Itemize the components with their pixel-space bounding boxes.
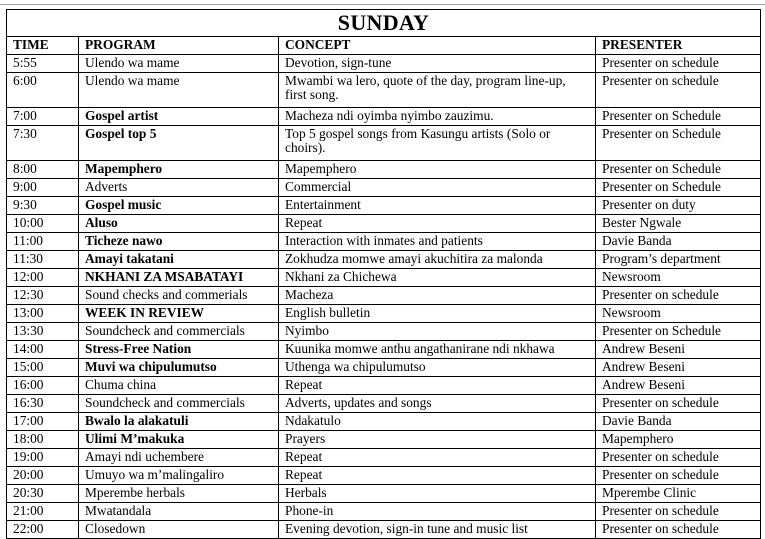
cell-time: 16:30 (7, 395, 79, 413)
cell-concept: Uthenga wa chipulumutso (279, 359, 596, 377)
cell-presenter: Presenter on schedule (596, 467, 761, 485)
cell-time: 15:00 (7, 359, 79, 377)
cell-program: Muvi wa chipulumutso (79, 359, 279, 377)
cell-time: 20:30 (7, 485, 79, 503)
table-row (7, 449, 761, 467)
cell-program: Aluso (79, 215, 279, 233)
cell-presenter: Presenter on duty (596, 197, 761, 215)
cell-presenter: Mapemphero (596, 431, 761, 449)
cell-concept: Evening devotion, sign-in tune and music list (279, 521, 596, 539)
cell-concept: Adverts, updates and songs (279, 395, 596, 413)
table-row (7, 467, 761, 485)
cell-concept: Top 5 gospel songs from Kasungu artists (Solo or choirs). (279, 126, 596, 161)
cell-concept: Herbals (279, 485, 596, 503)
cell-program: Amayi takatani (79, 251, 279, 269)
cell-time: 9:00 (7, 179, 79, 197)
cell-presenter: Andrew Beseni (596, 377, 761, 395)
table-row (7, 161, 761, 179)
cell-presenter: Bester Ngwale (596, 215, 761, 233)
cell-program: Closedown (79, 521, 279, 539)
table-row (7, 341, 761, 359)
cell-presenter: Davie Banda (596, 413, 761, 431)
cell-time: 20:00 (7, 467, 79, 485)
cell-time: 14:00 (7, 341, 79, 359)
cell-presenter: Presenter on schedule (596, 395, 761, 413)
cell-time: 7:30 (7, 126, 79, 161)
cell-program: Gospel top 5 (79, 126, 279, 161)
cell-concept: English bulletin (279, 305, 596, 323)
table-row (7, 359, 761, 377)
table-row (7, 287, 761, 305)
table-row (7, 521, 761, 539)
table-row (7, 73, 761, 108)
cell-program: Mapemphero (79, 161, 279, 179)
cell-presenter: Andrew Beseni (596, 359, 761, 377)
cell-concept: Repeat (279, 467, 596, 485)
cell-program: Stress-Free Nation (79, 341, 279, 359)
table-row (7, 215, 761, 233)
cell-time: 21:00 (7, 503, 79, 521)
cell-time: 8:00 (7, 161, 79, 179)
cell-program: Mwatandala (79, 503, 279, 521)
schedule-body (7, 55, 761, 539)
table-row (7, 413, 761, 431)
cell-time: 11:30 (7, 251, 79, 269)
cell-concept: Interaction with inmates and patients (279, 233, 596, 251)
cell-concept: Repeat (279, 377, 596, 395)
cell-presenter: Presenter on Schedule (596, 161, 761, 179)
cell-program: NKHANI ZA MSABATAYI (79, 269, 279, 287)
cell-presenter: Davie Banda (596, 233, 761, 251)
cell-time: 6:00 (7, 73, 79, 108)
cell-program: WEEK IN REVIEW (79, 305, 279, 323)
cell-time: 13:00 (7, 305, 79, 323)
top-divider-line (0, 4, 765, 5)
title-row (7, 10, 761, 37)
cell-program: Soundcheck and commercials (79, 395, 279, 413)
sunday-schedule-table (6, 9, 761, 539)
cell-time: 10:00 (7, 215, 79, 233)
cell-time: 22:00 (7, 521, 79, 539)
table-row (7, 323, 761, 341)
cell-presenter: Presenter on schedule (596, 521, 761, 539)
cell-concept: Commercial (279, 179, 596, 197)
cell-presenter: Presenter on Schedule (596, 126, 761, 161)
table-row (7, 485, 761, 503)
cell-presenter: Presenter on schedule (596, 287, 761, 305)
table-row (7, 233, 761, 251)
cell-concept: Prayers (279, 431, 596, 449)
cell-presenter: Presenter on schedule (596, 55, 761, 73)
table-row (7, 377, 761, 395)
column-header-concept: CONCEPT (279, 37, 596, 55)
cell-presenter: Presenter on Schedule (596, 179, 761, 197)
table-row (7, 55, 761, 73)
cell-time: 17:00 (7, 413, 79, 431)
cell-presenter: Newsroom (596, 269, 761, 287)
cell-time: 11:00 (7, 233, 79, 251)
cell-program: Gospel artist (79, 108, 279, 126)
table-row (7, 197, 761, 215)
cell-concept: Nyimbo (279, 323, 596, 341)
cell-time: 9:30 (7, 197, 79, 215)
header-row (7, 37, 761, 55)
cell-presenter: Presenter on schedule (596, 449, 761, 467)
table-row (7, 395, 761, 413)
cell-concept: Ndakatulo (279, 413, 596, 431)
cell-time: 7:00 (7, 108, 79, 126)
table-row (7, 431, 761, 449)
table-row (7, 108, 761, 126)
cell-time: 16:00 (7, 377, 79, 395)
column-header-presenter: PRESENTER (596, 37, 761, 55)
table-row (7, 269, 761, 287)
cell-concept: Macheza ndi oyimba nyimbo zauzimu. (279, 108, 596, 126)
cell-program: Soundcheck and commercials (79, 323, 279, 341)
cell-program: Bwalo la alakatuli (79, 413, 279, 431)
cell-concept: Phone-in (279, 503, 596, 521)
cell-time: 18:00 (7, 431, 79, 449)
cell-concept: Nkhani za Chichewa (279, 269, 596, 287)
cell-presenter: Andrew Beseni (596, 341, 761, 359)
cell-presenter: Program’s department (596, 251, 761, 269)
cell-concept: Mapemphero (279, 161, 596, 179)
cell-concept: Entertainment (279, 197, 596, 215)
cell-program: Chuma china (79, 377, 279, 395)
cell-time: 12:30 (7, 287, 79, 305)
cell-presenter: Presenter on Schedule (596, 108, 761, 126)
cell-program: Gospel music (79, 197, 279, 215)
cell-program: Ulimi M’makuka (79, 431, 279, 449)
cell-concept: Macheza (279, 287, 596, 305)
cell-program: Amayi ndi uchembere (79, 449, 279, 467)
table-row (7, 126, 761, 161)
cell-presenter: Newsroom (596, 305, 761, 323)
cell-concept: Repeat (279, 215, 596, 233)
cell-presenter: Presenter on schedule (596, 73, 761, 108)
cell-concept: Repeat (279, 449, 596, 467)
cell-presenter: Presenter on schedule (596, 503, 761, 521)
schedule-title: SUNDAY (7, 10, 761, 37)
table-row (7, 503, 761, 521)
cell-concept: Zokhudza momwe amayi akuchitira za malonda (279, 251, 596, 269)
cell-time: 12:00 (7, 269, 79, 287)
cell-concept: Devotion, sign-tune (279, 55, 596, 73)
cell-program: Umuyo wa m’malingaliro (79, 467, 279, 485)
table-row (7, 179, 761, 197)
cell-program: Ulendo wa mame (79, 55, 279, 73)
cell-concept: Kuunika momwe anthu angathanirane ndi nkhawa (279, 341, 596, 359)
cell-program: Mperembe herbals (79, 485, 279, 503)
cell-presenter: Mperembe Clinic (596, 485, 761, 503)
column-header-program: PROGRAM (79, 37, 279, 55)
cell-time: 13:30 (7, 323, 79, 341)
cell-program: Ticheze nawo (79, 233, 279, 251)
column-header-time: TIME (7, 37, 79, 55)
cell-concept: Mwambi wa lero, quote of the day, program line-up, first song. (279, 73, 596, 108)
table-row (7, 305, 761, 323)
cell-program: Sound checks and commerials (79, 287, 279, 305)
cell-program: Ulendo wa mame (79, 73, 279, 108)
cell-time: 5:55 (7, 55, 79, 73)
cell-presenter: Presenter on Schedule (596, 323, 761, 341)
cell-program: Adverts (79, 179, 279, 197)
table-row (7, 251, 761, 269)
cell-time: 19:00 (7, 449, 79, 467)
